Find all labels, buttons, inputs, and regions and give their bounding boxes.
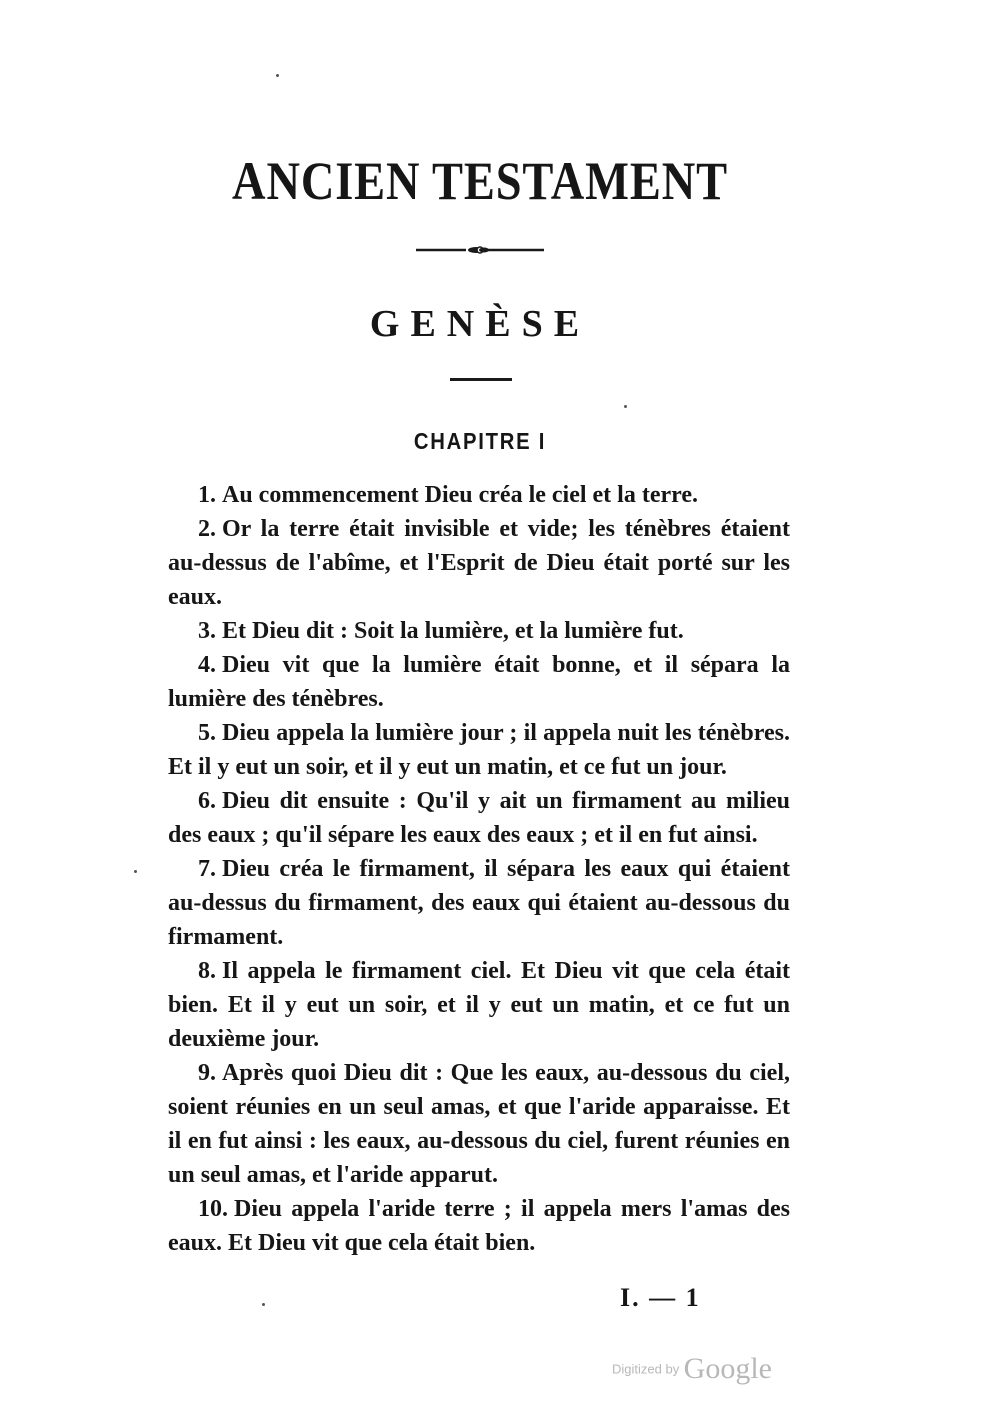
verse-text: Au commencement Dieu créa le ciel et la terre. xyxy=(222,482,699,508)
page-title: ANCIEN TESTAMENT xyxy=(232,151,728,211)
verse-number: 4. xyxy=(198,652,216,678)
verse xyxy=(168,648,790,716)
verse-list xyxy=(168,478,790,1260)
scan-speck xyxy=(262,1303,265,1306)
verse-number: 2. xyxy=(198,516,216,542)
book-title: GENÈSE xyxy=(369,303,591,345)
verse xyxy=(168,716,790,784)
verse-number: 1. xyxy=(198,482,216,508)
digitized-watermark xyxy=(612,1352,772,1386)
verse xyxy=(168,512,790,614)
verse-number: 10. xyxy=(198,1196,228,1222)
verse-number: 9. xyxy=(198,1060,216,1086)
verse-text: Dieu appela la lumière jour ; il appela nuit les ténèbres. Et il y eut un soir, et il y eut un matin, et ce fut un jour. xyxy=(168,720,790,780)
verse-number: 3. xyxy=(198,618,216,644)
signature-mark: I. — 1 xyxy=(620,1283,701,1312)
verse-number: 8. xyxy=(198,958,216,984)
verse-text: Et Dieu dit : Soit la lumière, et la lumière fut. xyxy=(222,618,684,644)
ornament-divider xyxy=(414,243,546,257)
chapter-heading: CHAPITRE I xyxy=(413,428,547,454)
verse-text: Dieu dit ensuite : Qu'il y ait un firmament au milieu des eaux ; qu'il sépare les eaux des eaux ; et il en fut ainsi. xyxy=(168,788,790,848)
verse-number: 6. xyxy=(198,788,216,814)
verse-text: Après quoi Dieu dit : Que les eaux, au-dessous du ciel, soient réunies en un seul amas, et que l'aride apparaisse. Et il en fut ainsi : les eaux, au-dessous du ciel, furent réunies en un seul amas, et l'aride apparut. xyxy=(168,1060,790,1188)
verse xyxy=(168,614,790,648)
verse xyxy=(168,1192,790,1260)
scan-speck xyxy=(134,870,137,873)
verse xyxy=(168,954,790,1056)
verse-text: Dieu vit que la lumière était bonne, et il sépara la lumière des ténèbres. xyxy=(168,652,790,712)
scan-speck xyxy=(276,74,279,77)
verse-number: 7. xyxy=(198,856,216,882)
verse-number: 5. xyxy=(198,720,216,746)
section-rule xyxy=(450,378,512,381)
verse-text: Il appela le firmament ciel. Et Dieu vit que cela était bien. Et il y eut un soir, et il y eut un matin, et ce fut un deuxième jour. xyxy=(168,958,790,1052)
verse-text: Or la terre était invisible et vide; les ténèbres étaient au-dessus de l'abîme, et l'Esprit de Dieu était porté sur les eaux. xyxy=(168,516,790,610)
verse xyxy=(168,784,790,852)
watermark-prefix: Digitized by xyxy=(612,1361,680,1377)
verse xyxy=(168,1056,790,1192)
watermark-brand: Google xyxy=(683,1352,772,1385)
verse-text: Dieu créa le firmament, il sépara les eaux qui étaient au-dessus du firmament, des eaux qui étaient au-dessous du firmament. xyxy=(168,856,790,950)
verse xyxy=(168,478,790,512)
verse-text: Dieu appela l'aride terre ; il appela mers l'amas des eaux. Et Dieu vit que cela était bien. xyxy=(168,1196,790,1256)
scan-speck xyxy=(624,405,627,408)
verse xyxy=(168,852,790,954)
